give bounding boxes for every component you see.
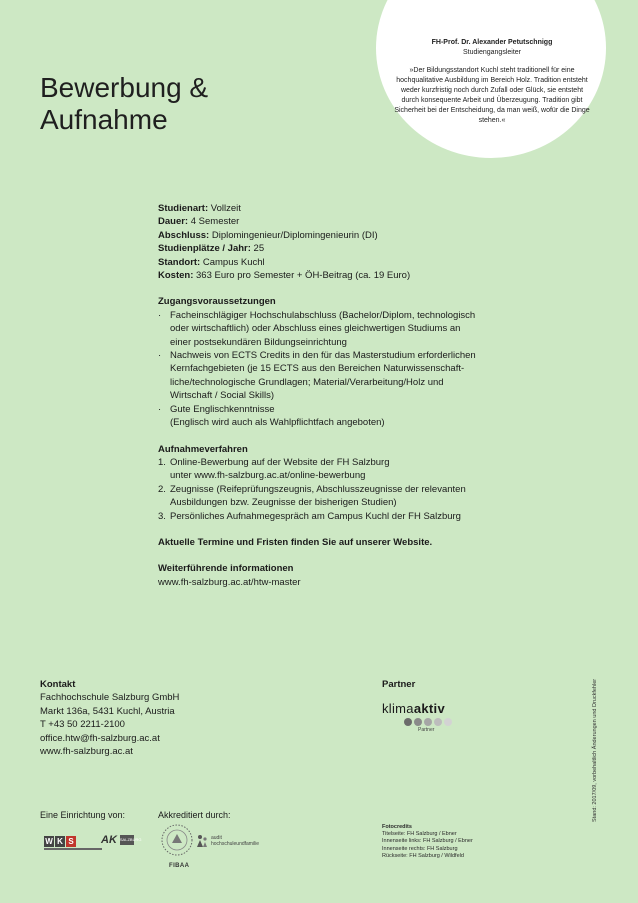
ak-box: SALZBURG — [120, 835, 134, 845]
list-item — [158, 349, 508, 403]
photo-credit-line: Rückseite: FH Salzburg / Wildfeld — [382, 852, 464, 859]
wks-logo — [44, 836, 76, 847]
list-item-line: · Gute Englischkenntnisse — [170, 403, 275, 415]
dot-icon — [404, 718, 412, 726]
audit-logo — [196, 834, 259, 848]
audit-line: audit — [211, 835, 222, 841]
dot-icon — [424, 718, 432, 726]
fact-label: Studienplätze / Jahr: — [158, 243, 251, 255]
fact-label: Kosten: — [158, 270, 194, 282]
list-item — [158, 309, 508, 349]
list-item-line: · Nachweis von ECTS Credits in den für das Masterstudium erforderlichen — [170, 350, 476, 362]
page-title-line1: Bewerbung & — [40, 72, 209, 103]
list-item-line: · Facheinschlägiger Hochschulabschluss (Bachelor/Diplom, technologisch — [170, 309, 476, 321]
fibaa-label: FIBAA — [169, 863, 190, 869]
list-item-line: unter www.fh-salzburg.ac.at/online-bewerbung — [170, 470, 366, 482]
fibaa-logo — [160, 823, 194, 868]
status-note: Stand: 2017/09, vorbehaltlich Änderungen und Druckfehler — [592, 678, 598, 822]
klimaaktiv-bold: aktiv — [413, 701, 445, 716]
requirements-title: Zugangsvoraussetzungen — [158, 296, 276, 308]
list-item-line: Persönliches Aufnahmegespräch am Campus Kuchl der FH Salzburg — [170, 510, 461, 522]
klimaaktiv-light: klima — [382, 701, 414, 716]
fact-value: 4 Semester — [188, 216, 240, 228]
fact-value: Campus Kuchl — [200, 256, 265, 268]
dot-icon — [444, 718, 452, 726]
wks-letter: K — [55, 836, 65, 847]
page-title — [40, 72, 208, 136]
requirements-list — [158, 309, 508, 430]
list-item — [158, 483, 508, 510]
list-item-line: einer postsekundären Bildungseinrichtung — [170, 336, 347, 348]
wks-letter: S — [66, 836, 76, 847]
fact-standort — [158, 256, 508, 269]
klimaaktiv-dots — [404, 718, 452, 726]
deadlines-note: Aktuelle Termine und Fristen finden Sie auf unserer Website. — [158, 536, 433, 548]
contact-block — [40, 678, 179, 758]
contact-email[interactable]: office.htw@fh-salzburg.ac.at — [40, 732, 160, 744]
procedure-list — [158, 456, 508, 523]
list-item — [158, 510, 508, 523]
contact-website[interactable]: www.fh-salzburg.ac.at — [40, 746, 133, 758]
fact-value: Diplomingenieur/Diplomingenieurin (DI) — [209, 229, 378, 241]
list-item-line: (Englisch wird auch als Wahlpflichtfach angeboten) — [170, 417, 385, 429]
fact-abschluss — [158, 229, 508, 242]
contact-org: Fachhochschule Salzburg GmbH — [40, 692, 180, 704]
quote-role: Studiengangsleiter — [463, 49, 521, 56]
akkreditiert-label: Akkreditiert durch: — [158, 810, 231, 820]
procedure-section — [158, 443, 508, 523]
audit-family-icon — [196, 834, 208, 848]
list-item — [158, 456, 508, 483]
contact-address: Markt 136a, 5431 Kuchl, Austria — [40, 705, 175, 717]
partner-title: Partner — [382, 679, 416, 690]
fact-value: Vollzeit — [208, 203, 241, 214]
procedure-title: Aufnahmeverfahren — [158, 443, 248, 455]
list-item-line: Online-Bewerbung auf der Website der FH Salzburg — [170, 456, 390, 468]
dot-icon — [434, 718, 442, 726]
page-title-line2: Aufnahme — [40, 104, 168, 135]
list-item-line: liche/technologische Grundlagen; Material/Verarbeitung/Holz und — [170, 376, 444, 388]
photo-credit-line: Titelseite: FH Salzburg / Ebner — [382, 831, 457, 838]
list-item — [158, 403, 508, 430]
list-number: 3. — [158, 510, 166, 522]
photo-credit-line: Innenseite links: FH Salzburg / Ebner — [382, 838, 473, 845]
contact-title: Kontakt — [40, 679, 76, 690]
dot-icon — [414, 718, 422, 726]
list-item-line: Ausbildungen bzw. Zeugnisse der bisherigen Studien) — [170, 497, 397, 509]
photo-credits — [382, 824, 473, 860]
photo-credit-line: Innenseite rechts: FH Salzburg — [382, 845, 458, 852]
quote-name: FH-Prof. Dr. Alexander Petutschnigg — [431, 39, 553, 46]
requirements-section — [158, 295, 508, 429]
more-info-link[interactable]: www.fh-salzburg.ac.at/htw-master — [158, 576, 301, 588]
ak-mark: AK — [101, 834, 117, 846]
quote-box — [392, 38, 592, 126]
list-item-line: Zeugnisse (Reifeprüfungszeugnis, Abschlusszeugnisse der relevanten — [170, 483, 466, 495]
fact-label: Standort: — [158, 256, 201, 268]
klimaaktiv-sub: Partner — [418, 727, 435, 733]
fact-label: Studienart: — [158, 203, 209, 214]
fact-studienplaetze — [158, 242, 508, 255]
fact-label: Abschluss: — [158, 229, 210, 241]
partner-block — [382, 678, 415, 691]
fact-studienart — [158, 202, 508, 215]
photo-credits-title: Fotocredits — [382, 824, 412, 830]
list-number: 1. — [158, 456, 166, 468]
study-info — [158, 202, 508, 589]
klimaaktiv-logo — [382, 701, 452, 733]
quote-text: »Der Bildungsstandort Kuchl steht traditionell für eine hochqualitative Ausbildung im Bereich Holz. Tradition entsteht weder kurzfristig noch durch Zufall oder Glück, sie entsteht durch konsequente Arbeit und Überzeugung. Tradition gibt Sicherheit bei der Entscheidung, da man weiß, wofür die Dinge stehen.« — [394, 67, 590, 124]
fibaa-seal-icon — [160, 823, 194, 863]
fact-value: 363 Euro pro Semester + ÖH-Beitrag (ca. 19 Euro) — [193, 270, 411, 282]
fact-value: 25 — [250, 243, 265, 255]
list-item-line: oder wirtschaftlich) oder Abschluss eines gleichwertigen Studiums an — [170, 323, 461, 335]
wks-logo-underline — [44, 848, 102, 850]
fact-dauer — [158, 215, 508, 228]
wks-letter: W — [45, 837, 53, 846]
fact-kosten — [158, 269, 508, 282]
list-number: 2. — [158, 483, 166, 495]
audit-line: hochschuleundfamilie — [211, 841, 260, 847]
klimaaktiv-wordmark — [382, 701, 452, 716]
list-item-line: Kernfachgebieten (je 15 ECTS aus den Bereichen Naturwissenschaft- — [170, 363, 465, 375]
ak-logo — [101, 834, 142, 846]
facts-list — [158, 202, 508, 282]
contact-phone[interactable]: T +43 50 2211-2100 — [40, 719, 125, 731]
list-item-line: Wirtschaft / Social Skills) — [170, 390, 274, 402]
einrichtung-label: Eine Einrichtung von: — [40, 810, 126, 820]
fact-label: Dauer: — [158, 216, 189, 228]
audit-text — [211, 835, 259, 847]
more-info-section — [158, 562, 508, 589]
more-info-title: Weiterführende informationen — [158, 563, 294, 575]
